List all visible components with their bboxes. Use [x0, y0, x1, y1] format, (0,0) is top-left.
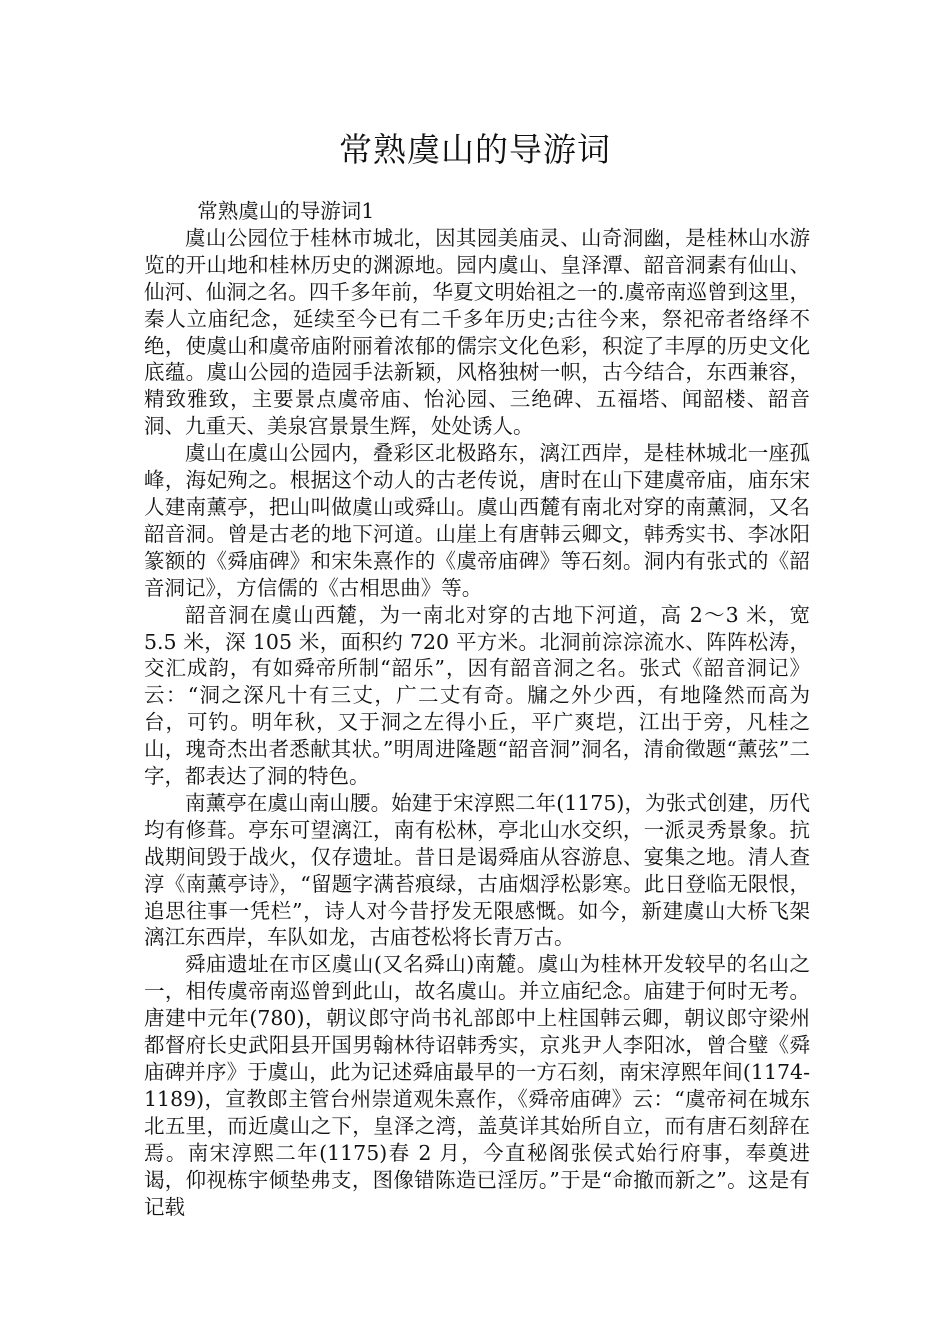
paragraph-3: 韶音洞在虞山西麓，为一南北对穿的古地下河道，高 2～3 米，宽 5.5 米，深 105 米，面积约 720 平方米。北洞前淙淙流水、阵阵松涛，交汇成韵，有如舜帝所制“韶乐”，因有韶音洞之名。张式《韶音洞记》云：“洞之深凡十有三丈，广二丈有奇。牖之外少西，有地隆然而高为台，可钓。明年秋，又于洞之左得小丘，平广爽垲，江出于旁，凡桂之山，瑰奇杰出者悉献其状。”明周进隆题“韶音洞”洞名，清俞徵题“薰弦”二字，都表达了洞的特色。 [144, 602, 810, 789]
paragraph-5: 舜庙遗址在市区虞山(又名舜山)南麓。虞山为桂林开发较早的名山之一，相传虞帝南巡曾到此山，故名虞山。并立庙纪念。庙建于何时无考。唐建中元年(780)，朝议郎守尚书礼部郎中上柱国韩云卿，朝议郎守梁州都督府长史武阳县开国男翰林待诏韩秀实，京兆尹人李阳冰，曾合璧《舜庙碑并序》于虞山，此为记述舜庙最早的一方石刻，南宋淳熙年间(1174-1189)，宣教郎主管台州崇道观朱熹作，《舜帝庙碑》云：“虞帝祠在城东北五里，而近虞山之下，皇泽之湾，盖莫详其始所自立，而有唐石刻辞在焉。南宋淳熙二年(1175)春 2 月，今直秘阁张侯式始行府事，奉奠进谒，仰视栋宇倾垫弗支，图像错陈造已淫厉。”于是“命撤而新之”。这是有记载 [144, 952, 810, 1219]
paragraph-4: 南薰亭在虞山南山腰。始建于宋淳熙二年(1175)，为张式创建，历代均有修葺。亭东可望漓江，南有松林，亭北山水交织，一派灵秀景象。抗战期间毁于战火，仅存遗址。昔日是谒舜庙从容游息、宴集之地。清人查淳《南薰亭诗》，“留题字满苔痕绿，古庙烟浮松影寒。此日登临无限恨，追思往事一凭栏”，诗人对今昔抒发无限感慨。如今，新建虞山大桥飞架漓江东西岸，车队如龙，古庙苍松将长青万古。 [144, 790, 810, 950]
document-body [144, 198, 810, 1220]
paragraph-2: 虞山在虞山公园内，叠彩区北极路东，漓江西岸，是桂林城北一座孤峰，海妃殉之。根据这个动人的古老传说，唐时在山下建虞帝庙，庙东宋人建南薰亭，把山叫做虞山或舜山。虞山西麓有南北对穿的南薰洞，又名韶音洞。曾是古老的地下河道。山崖上有唐韩云卿文，韩秀实书、李冰阳篆额的《舜庙碑》和宋朱熹作的《虞帝庙碑》等石刻。洞内有张式的《韶音洞记》，方信儒的《古相思曲》等。 [144, 441, 810, 600]
document-subtitle: 常熟虞山的导游词1 [197, 199, 375, 223]
paragraph-1: 虞山公园位于桂林市城北，因其园美庙灵、山奇洞幽，是桂林山水游览的开山地和桂林历史的渊源地。园内虞山、皇泽潭、韶音洞素有仙山、仙河、仙洞之名。四千多年前，华夏文明始祖之一的.虞帝南巡曾到这里，秦人立庙纪念，延续至今已有二千多年历史;古往今来，祭祀帝者络绎不绝，使虞山和虞帝庙附丽着浓郁的儒宗文化色彩，积淀了丰厚的历史文化底蕴。虞山公园的造园手法新颖，风格独树一帜，古今结合，东西兼容，精致雅致，主要景点虞帝庙、怡沁园、三绝碑、五福塔、闻韶楼、韶音洞、九重天、美泉宫景景生辉，处处诱人。 [144, 225, 810, 439]
document-title: 常熟虞山的导游词 [339, 130, 611, 169]
